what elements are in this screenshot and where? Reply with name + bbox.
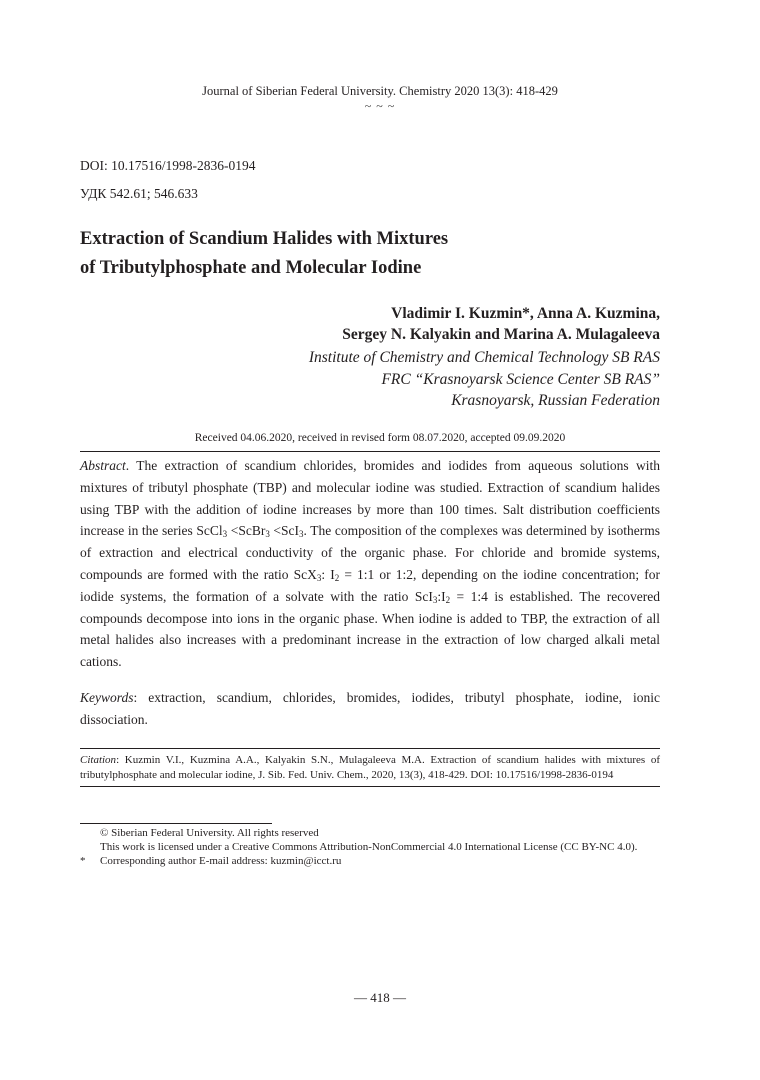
- author-list: [342, 303, 660, 345]
- corresponding-author-note: * Corresponding author E-mail address: kuzmin@icct.ru: [80, 855, 342, 868]
- citation-label: Citation: [80, 754, 117, 766]
- title-line-1: Extraction of Scandium Halides with Mixtures: [80, 229, 449, 249]
- asterisk-mark: *: [80, 855, 86, 868]
- abstract-paragraph: Abstract. The extraction of scandium chlorides, bromides and iodides from aqueous solutions with mixtures of tributyl phosphate (TBP) and molecular iodine was studied. Extraction of scandium halides using TBP with the addition of iodine increases by more than 100 times. Salt distribution coefficients increase in the series ScCl$_3$ <ScBr$_3$ <ScI$_3$. The composition of the complexes was determined by isotherms of extraction and electrical conductivity of the organic phase. For chloride and bromide systems, compounds are formed with the ratio ScX$_3$: $I_2$ = 1:1 or 1:2, depending on the iodine concentration; for iodide systems, the formation of a solvate with the ratio $ScI_3:I_2$ = 1:4 is established. The recovered compounds decompose into ions in the organic phase. When iodine is added to TBP, the extraction of all metal halides also increases with a predominant increase in the extraction of low charged alkali metal cations.: [80, 458, 660, 670]
- abstract-section: [80, 455, 660, 731]
- copyright-note: © Siberian Federal University. All rights reserved: [100, 827, 319, 839]
- abstract-label: Abstract: [80, 458, 126, 473]
- divider-citation-top: [80, 748, 660, 749]
- received-dates: Received 04.06.2020, received in revised form 08.07.2020, accepted 09.09.2020: [194, 432, 566, 444]
- footnotes: [80, 826, 680, 869]
- divider-citation-bottom: [80, 786, 660, 787]
- keywords-label: Keywords: [80, 689, 134, 705]
- doi-line: DOI: 10.17516/1998-2836-0194: [80, 158, 256, 173]
- authors-line-1: Vladimir I. Kuzmin*, Anna A. Kuzmina,: [391, 305, 660, 322]
- affiliation-line-1: Institute of Chemistry and Chemical Technology SB RAS: [308, 349, 660, 366]
- authors-line-2: Sergey N. Kalyakin and Marina A. Mulagaleeva: [342, 326, 660, 343]
- affiliation-line-2: FRC “Krasnoyarsk Science Center SB RAS”: [381, 370, 660, 388]
- divider-top: [80, 451, 660, 452]
- keywords-paragraph: Keywords: extraction, scandium, chlorides, bromides, iodides, tributyl phosphate, iodine, ionic dissociation.: [80, 689, 660, 727]
- page-number: ― 418 ―: [354, 990, 406, 1005]
- journal-header: Journal of Siberian Federal University. Chemistry 2020 13(3): 418-429: [202, 84, 558, 98]
- title-line-2: of Tributylphosphate and Molecular Iodine: [80, 258, 422, 278]
- footnote-rule: [80, 823, 272, 824]
- affiliation-line-3: Krasnoyarsk, Russian Federation: [451, 392, 660, 409]
- affiliation: [309, 347, 660, 412]
- header-ornament: ~ ~ ~: [364, 99, 396, 113]
- udk-line: УДК 542.61; 546.633: [80, 186, 198, 201]
- paper-title: [80, 225, 680, 283]
- license-note: This work is licensed under a Creative Commons Attribution-NonCommercial 4.0 International License (CC BY-NC 4.0).: [100, 841, 638, 854]
- citation-block: Citation: Kuzmin V.I., Kuzmina A.A., Kalyakin S.N., Mulagaleeva M.A. Extraction of scandium halides with mixtures of tributylphosphate and molecular iodine, J. Sib. Fed. Univ. Chem., 2020, 13(3), 418-429. DOI: 10.17516/1998-2836-0194: [80, 754, 660, 781]
